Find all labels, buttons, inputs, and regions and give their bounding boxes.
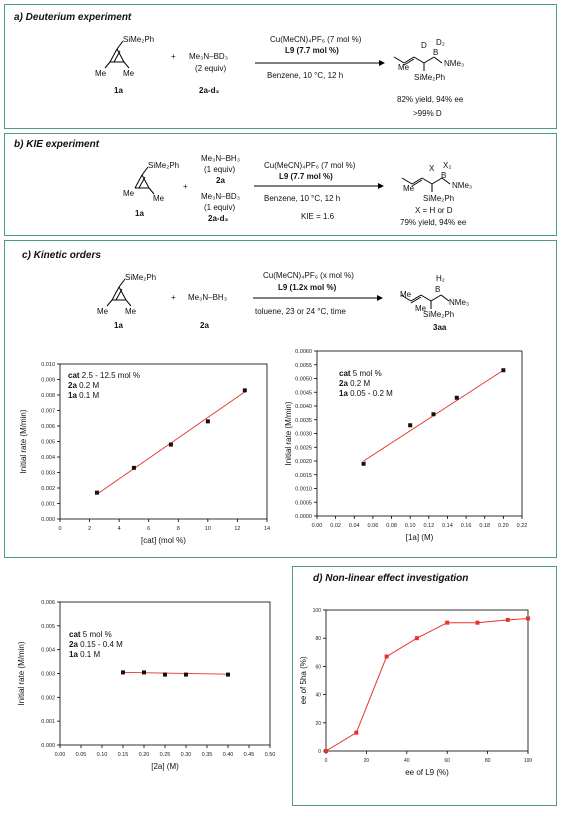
panel-d-title: d) Non-linear effect investigation bbox=[313, 573, 469, 584]
chart-rate-vs-cat bbox=[20, 358, 280, 553]
nme3-label: NMe₃ bbox=[452, 181, 473, 190]
y-tick-label: 0.0025 bbox=[295, 445, 312, 452]
y-tick-label: 0 bbox=[318, 749, 321, 755]
panel-b-title: b) KIE experiment bbox=[14, 139, 100, 150]
borane-reagent-label: Me₃N–BD₃ bbox=[189, 52, 228, 61]
x-tick-label: 6 bbox=[147, 526, 151, 532]
y-tick-label: 40 bbox=[315, 692, 321, 699]
conditions-label: Benzene, 10 °C, 12 h bbox=[267, 71, 344, 80]
annotation-label: cat 5 mol % bbox=[339, 369, 382, 378]
data-point bbox=[142, 670, 146, 674]
y-tick-label: 0.002 bbox=[41, 695, 55, 702]
data-point bbox=[206, 419, 210, 423]
methyl-label: Me bbox=[400, 290, 412, 299]
x-tick-label: 0.20 bbox=[498, 523, 509, 529]
x-tick-label: 0.08 bbox=[386, 523, 397, 529]
conditions-label: Benzene, 10 °C, 12 h bbox=[264, 194, 341, 203]
y-tick-label: 0.005 bbox=[41, 623, 55, 630]
boron-label: B bbox=[435, 285, 441, 294]
x-tick-label: 10 bbox=[204, 526, 211, 532]
data-point bbox=[362, 462, 366, 466]
annotation-label: 1a 0.1 M bbox=[69, 650, 101, 659]
data-point bbox=[476, 621, 480, 625]
x-tick-label: 0.18 bbox=[479, 523, 491, 529]
data-point bbox=[445, 621, 449, 625]
methyl-label: Me bbox=[97, 307, 109, 316]
x-tick-label: 40 bbox=[404, 758, 410, 764]
ligand-label: L9 (7.7 mol %) bbox=[285, 46, 339, 55]
y-tick-label: 60 bbox=[315, 664, 321, 671]
y-tick-label: 0.0035 bbox=[295, 417, 312, 424]
product-3aa-label: 3aa bbox=[433, 323, 447, 332]
borane-h-label: Me₃N–BH₃ bbox=[201, 154, 240, 163]
methyl-label: Me bbox=[403, 184, 415, 193]
x-tick-label: 20 bbox=[363, 758, 370, 764]
x-axis-label: [1a] (M) bbox=[405, 533, 434, 542]
yield-label: 82% yield, 94% ee bbox=[397, 95, 464, 104]
compound-2a-d3-label: 2a-d₃ bbox=[199, 86, 220, 95]
x-tick-label: 0.05 bbox=[75, 752, 87, 758]
y-tick-label: 0.006 bbox=[41, 424, 55, 430]
data-point bbox=[121, 670, 125, 674]
x-tick-label: 0.22 bbox=[516, 523, 528, 529]
chart-rate-vs-1a bbox=[284, 345, 554, 545]
y-tick-label: 0.0010 bbox=[295, 486, 312, 493]
data-point bbox=[184, 673, 188, 677]
x-tick-label: 0.10 bbox=[404, 523, 416, 529]
data-point bbox=[132, 466, 136, 470]
data-point bbox=[226, 673, 230, 677]
compound-1a-label: 1a bbox=[114, 321, 123, 330]
methyl-label: Me bbox=[123, 189, 135, 198]
annotation-label: 2a 0.2 M bbox=[339, 379, 371, 388]
data-point bbox=[169, 443, 173, 447]
reaction-arrow bbox=[254, 182, 384, 190]
reaction-arrow bbox=[253, 294, 383, 302]
reagent-equiv-label: (2 equiv) bbox=[195, 64, 227, 73]
y-tick-label: 0.001 bbox=[41, 719, 55, 726]
compound-2a-d3-label: 2a-d₃ bbox=[208, 214, 229, 223]
y-tick-label: 0.000 bbox=[41, 517, 55, 523]
y-tick-label: 0.002 bbox=[41, 486, 55, 492]
compound-2a-label: 2a bbox=[216, 176, 225, 185]
y-tick-label: 80 bbox=[315, 636, 321, 643]
y-tick-label: 0.004 bbox=[41, 455, 55, 461]
x-tick-label: 80 bbox=[484, 758, 491, 764]
silyl-group-label: SiMe₂Ph bbox=[414, 73, 446, 82]
silyl-group-label: SiMe₂Ph bbox=[125, 273, 157, 282]
silyl-group-label: SiMe₂Ph bbox=[423, 310, 455, 319]
x-tick-label: 0.15 bbox=[117, 752, 129, 758]
chart-nonlinear-effect bbox=[296, 600, 548, 780]
y-tick-label: 0.003 bbox=[41, 470, 55, 477]
y-tick-label: 0.004 bbox=[41, 647, 55, 654]
x-tick-label: 0 bbox=[58, 526, 62, 532]
x-tick-label: 0.40 bbox=[222, 752, 234, 758]
compound-2a-label: 2a bbox=[200, 321, 209, 330]
y-tick-label: 0.008 bbox=[41, 393, 55, 399]
plus-sign: + bbox=[183, 182, 188, 191]
data-point bbox=[501, 368, 505, 372]
deuterium-incorporation-label: >99% D bbox=[413, 109, 442, 118]
x2-label: X₂ bbox=[443, 161, 452, 170]
panel-kie bbox=[4, 133, 557, 236]
data-point bbox=[243, 388, 247, 392]
compound-1a-label: 1a bbox=[135, 209, 144, 218]
panel-a-title: a) Deuterium experiment bbox=[14, 12, 132, 23]
equiv-d-label: (1 equiv) bbox=[204, 203, 236, 212]
x-tick-label: 0.02 bbox=[330, 523, 341, 529]
plus-sign: + bbox=[171, 52, 176, 61]
silyl-group-label: SiMe₂Ph bbox=[148, 161, 180, 170]
equiv-h-label: (1 equiv) bbox=[204, 165, 236, 174]
data-point bbox=[431, 412, 435, 416]
y-tick-label: 0.009 bbox=[41, 377, 55, 384]
y-tick-label: 0.001 bbox=[41, 501, 55, 508]
y-tick-label: 0.006 bbox=[41, 600, 55, 606]
x-tick-label: 0.50 bbox=[264, 752, 276, 758]
data-point bbox=[163, 673, 167, 677]
d2-label: D₂ bbox=[436, 38, 445, 47]
x-tick-label: 12 bbox=[234, 526, 241, 532]
boron-label: B bbox=[441, 171, 447, 180]
annotation-label: 1a 0.05 - 0.2 M bbox=[339, 389, 393, 398]
y-tick-label: 0.0045 bbox=[295, 390, 312, 397]
y-tick-label: 0.0050 bbox=[295, 376, 312, 383]
x-tick-label: 0.16 bbox=[460, 523, 472, 529]
methyl-label: Me bbox=[415, 304, 427, 313]
data-point bbox=[95, 491, 99, 495]
x-tick-label: 0.00 bbox=[311, 523, 323, 529]
x-label: X bbox=[429, 164, 435, 173]
methyl-label: Me bbox=[125, 307, 137, 316]
data-point bbox=[415, 636, 419, 640]
catalyst-label: Cu(MeCN)₄PF₆ (7 mol %) bbox=[270, 35, 362, 44]
x-definition-label: X = H or D bbox=[415, 206, 453, 215]
kie-value-label: KIE = 1.6 bbox=[301, 212, 335, 221]
conditions-label: toluene, 23 or 24 °C, time bbox=[255, 307, 346, 316]
x-tick-label: 0.20 bbox=[138, 752, 150, 758]
annotation-label: 2a 0.15 - 0.4 M bbox=[69, 640, 123, 649]
plus-sign: + bbox=[171, 293, 176, 302]
reaction-arrow bbox=[255, 59, 385, 67]
fit-line bbox=[123, 672, 228, 674]
annotation-label: 2a 0.2 M bbox=[68, 381, 100, 390]
data-point bbox=[506, 618, 510, 622]
x-axis-label: [cat] (mol %) bbox=[141, 536, 186, 545]
h2-label: H₂ bbox=[436, 274, 445, 283]
data-point bbox=[385, 655, 389, 659]
annotation-label: 1a 0.1 M bbox=[68, 391, 100, 400]
y-tick-label: 0.0020 bbox=[295, 459, 312, 465]
x-tick-label: 2 bbox=[88, 526, 92, 532]
y-tick-label: 0.003 bbox=[41, 671, 55, 678]
catalyst-label: Cu(MeCN)₄PF₆ (7 mol %) bbox=[264, 161, 356, 170]
x-tick-label: 100 bbox=[523, 758, 533, 764]
ligand-label: L9 (7.7 mol %) bbox=[279, 172, 333, 181]
y-tick-label: 0.010 bbox=[41, 362, 55, 368]
plot-frame bbox=[326, 610, 528, 751]
panel-deuterium bbox=[4, 4, 557, 129]
y-tick-label: 0.007 bbox=[41, 408, 55, 415]
ligand-label: L9 (1.2x mol %) bbox=[278, 283, 337, 292]
y-tick-label: 100 bbox=[312, 608, 321, 614]
nme3-label: NMe₃ bbox=[444, 59, 465, 68]
y-tick-label: 0.0055 bbox=[295, 362, 312, 369]
x-tick-label: 8 bbox=[176, 526, 180, 532]
y-axis-label: ee of 5ha (%) bbox=[299, 656, 308, 705]
y-tick-label: 0.0000 bbox=[295, 514, 312, 520]
y-axis-label: Initial rate (M/min) bbox=[19, 409, 28, 474]
panel-c-title: c) Kinetic orders bbox=[22, 250, 101, 261]
y-tick-label: 20 bbox=[315, 720, 321, 727]
y-axis-label: Initial rate (M/min) bbox=[17, 641, 26, 706]
data-point bbox=[526, 616, 530, 620]
methyl-label: Me bbox=[123, 69, 135, 78]
data-point bbox=[408, 423, 412, 427]
x-tick-label: 0.45 bbox=[243, 752, 255, 758]
nme3-label: NMe₃ bbox=[449, 298, 470, 307]
borane-reagent-label: Me₃N–BH₃ bbox=[188, 293, 227, 302]
y-tick-label: 0.0015 bbox=[295, 472, 312, 479]
x-tick-label: 60 bbox=[444, 758, 450, 764]
data-point bbox=[455, 396, 459, 400]
annotation-label: cat 5 mol % bbox=[69, 630, 112, 639]
y-tick-label: 0.000 bbox=[41, 743, 55, 749]
x-tick-label: 0 bbox=[324, 758, 328, 764]
methyl-label: Me bbox=[95, 69, 107, 78]
annotation-label: cat 2.5 - 12.5 mol % bbox=[68, 371, 141, 380]
x-tick-label: 0.06 bbox=[367, 523, 379, 529]
methyl-label: Me bbox=[398, 63, 410, 72]
data-point bbox=[324, 749, 328, 753]
x-tick-label: 0.04 bbox=[348, 523, 360, 529]
borane-d-label: Me₃N–BD₃ bbox=[201, 192, 240, 201]
silyl-group-label: SiMe₂Ph bbox=[123, 35, 155, 44]
chart-rate-vs-2a bbox=[14, 590, 289, 780]
methyl-label: Me bbox=[153, 194, 165, 203]
yield-label: 79% yield, 94% ee bbox=[400, 218, 467, 227]
x-tick-label: 0.00 bbox=[54, 752, 66, 758]
x-tick-label: 0.30 bbox=[180, 752, 192, 758]
x-axis-label: ee of L9 (%) bbox=[405, 768, 449, 777]
boron-label: B bbox=[433, 48, 439, 57]
x-tick-label: 0.35 bbox=[201, 752, 213, 758]
y-tick-label: 0.0040 bbox=[295, 404, 312, 410]
x-tick-label: 14 bbox=[263, 526, 271, 532]
y-tick-label: 0.0030 bbox=[295, 431, 312, 438]
y-tick-label: 0.005 bbox=[41, 439, 55, 446]
data-point bbox=[354, 731, 358, 735]
x-tick-label: 0.14 bbox=[442, 523, 453, 529]
deuterium-label: D bbox=[421, 41, 427, 50]
x-tick-label: 0.12 bbox=[423, 523, 435, 529]
x-tick-label: 4 bbox=[117, 526, 121, 532]
compound-1a-label: 1a bbox=[114, 86, 123, 95]
x-tick-label: 0.10 bbox=[96, 752, 108, 758]
x-axis-label: [2a] (M) bbox=[151, 762, 179, 771]
x-tick-label: 0.25 bbox=[159, 752, 171, 758]
y-tick-label: 0.0060 bbox=[295, 349, 312, 355]
silyl-group-label: SiMe₂Ph bbox=[423, 194, 455, 203]
y-tick-label: 0.0005 bbox=[295, 500, 312, 507]
catalyst-label: Cu(MeCN)₄PF₆ (x mol %) bbox=[263, 271, 354, 280]
y-axis-label: Initial rate (M/min) bbox=[284, 401, 293, 466]
